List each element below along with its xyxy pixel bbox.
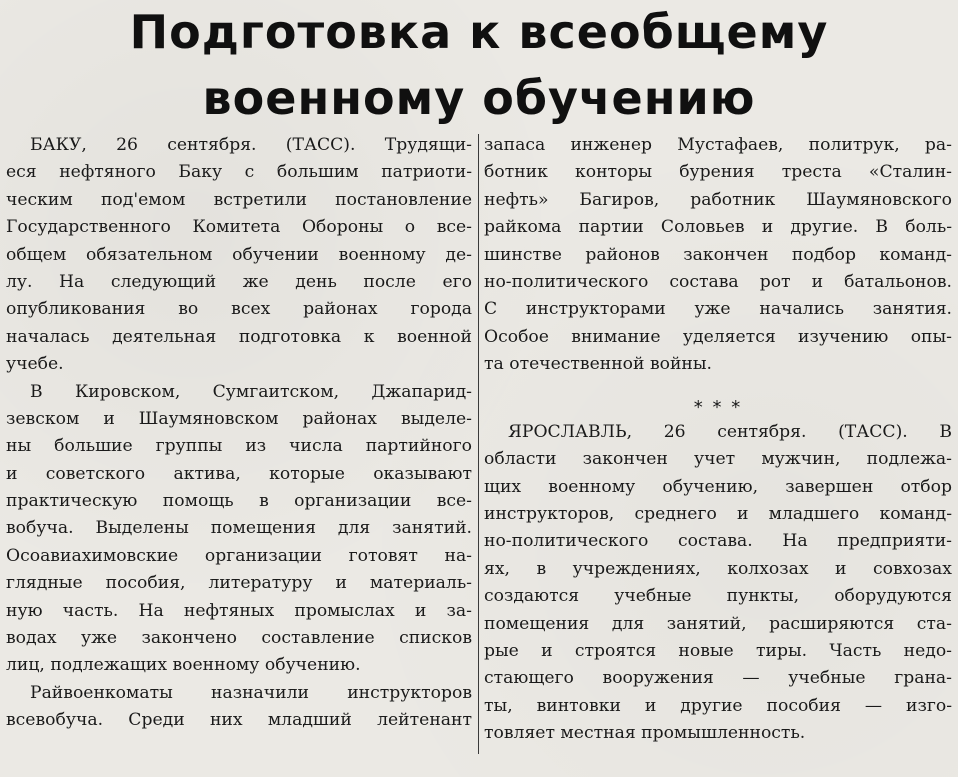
text-line: началась деятельная подготовка к военной <box>6 326 472 347</box>
text-line: общем обязательном обучении военному де- <box>6 244 472 265</box>
text-line: области закончен учет мужчин, подлежа- <box>484 449 952 470</box>
text-line: та отечественной войны. <box>484 354 713 375</box>
text-line: зевском и Шаумяновском районах выделе- <box>6 408 472 429</box>
text-line: но-политического состава рот и батальонов. <box>484 271 952 292</box>
text-line: шинстве районов закончен подбор команд- <box>484 244 952 265</box>
text-line: вобуча. Выделены помещения для занятий. <box>6 518 472 539</box>
text-line: нефть» Багиров, работник Шаумяновского <box>484 189 952 210</box>
text-line: ны большие группы из числа партийного <box>6 436 472 457</box>
text-line: Осоавиахимовские организации готовят на- <box>6 545 472 566</box>
section-gap <box>484 379 952 392</box>
headline-line-1: Подготовка к всеобщему <box>129 5 829 59</box>
text-line: глядные пособия, литературу и материаль- <box>6 573 472 594</box>
text-line: всевобуча. Среди них младший лейтенант <box>6 710 472 731</box>
text-line: рые и строятся новые тиры. Часть недо- <box>484 641 952 662</box>
section-separator-asterisks: * * * <box>693 396 743 418</box>
text-line: БАКУ, 26 сентября. (ТАСС). Трудящи- <box>30 135 472 155</box>
text-line: помещения для занятий, расширяются ста- <box>484 613 952 634</box>
article-column-left <box>6 132 472 735</box>
text-line: создаются учебные пункты, оборудуются <box>484 586 952 607</box>
text-line: и советского актива, которые оказывают <box>6 463 472 484</box>
text-line: товляет местная промышленность. <box>484 723 806 744</box>
text-line: но-политического состава. На предприяти- <box>484 531 952 552</box>
text-line: стающего вооружения — учебные грана- <box>484 668 952 689</box>
headline-line-2: военному обучению <box>202 71 756 125</box>
text-line: Райвоенкоматы назначили инструкторов <box>30 682 472 703</box>
article-column-right <box>484 132 952 748</box>
text-line: ботник конторы бурения треста «Сталин- <box>484 162 952 183</box>
text-line: опубликования во всех районах города <box>6 299 472 320</box>
text-line: инструкторов, среднего и младшего команд- <box>484 504 952 525</box>
text-line: ях, в учреждениях, колхозах и совхозах <box>484 558 952 579</box>
text-line: учебе. <box>6 354 64 375</box>
text-line: лиц, подлежащих военному обучению. <box>6 655 361 676</box>
text-line: практическую помощь в организации все- <box>6 491 472 512</box>
yaroslavl-article <box>484 419 952 748</box>
text-line: С инструкторами уже начались занятия. <box>484 299 952 320</box>
text-line: Особое внимание уделяется изучению опы- <box>484 326 952 347</box>
text-line: В Кировском, Сумгаитском, Джапарид- <box>30 381 472 402</box>
text-line: водах уже закончено составление списков <box>6 628 472 649</box>
text-line: ты, винтовки и другие пособия — изго- <box>484 695 952 716</box>
baku-article-continuation <box>484 132 952 379</box>
text-line: райкома партии Соловьев и другие. В боль- <box>484 217 952 238</box>
text-line: Государственного Комитета Обороны о все- <box>6 217 472 238</box>
text-line: ческим под'емом встретили постановление <box>6 189 472 210</box>
text-line: запаса инженер Мустафаев, политрук, ра- <box>484 135 952 155</box>
text-line: ную часть. На нефтяных промыслах и за- <box>6 600 472 621</box>
text-line: еся нефтяного Баку с большим патриоти- <box>6 162 472 183</box>
text-line: лу. На следующий же день после его <box>6 271 472 292</box>
text-line: щих военному обучению, завершен отбор <box>484 476 952 497</box>
column-divider <box>478 134 479 754</box>
text-line: ЯРОСЛАВЛЬ, 26 сентября. (ТАСС). В <box>508 421 952 442</box>
